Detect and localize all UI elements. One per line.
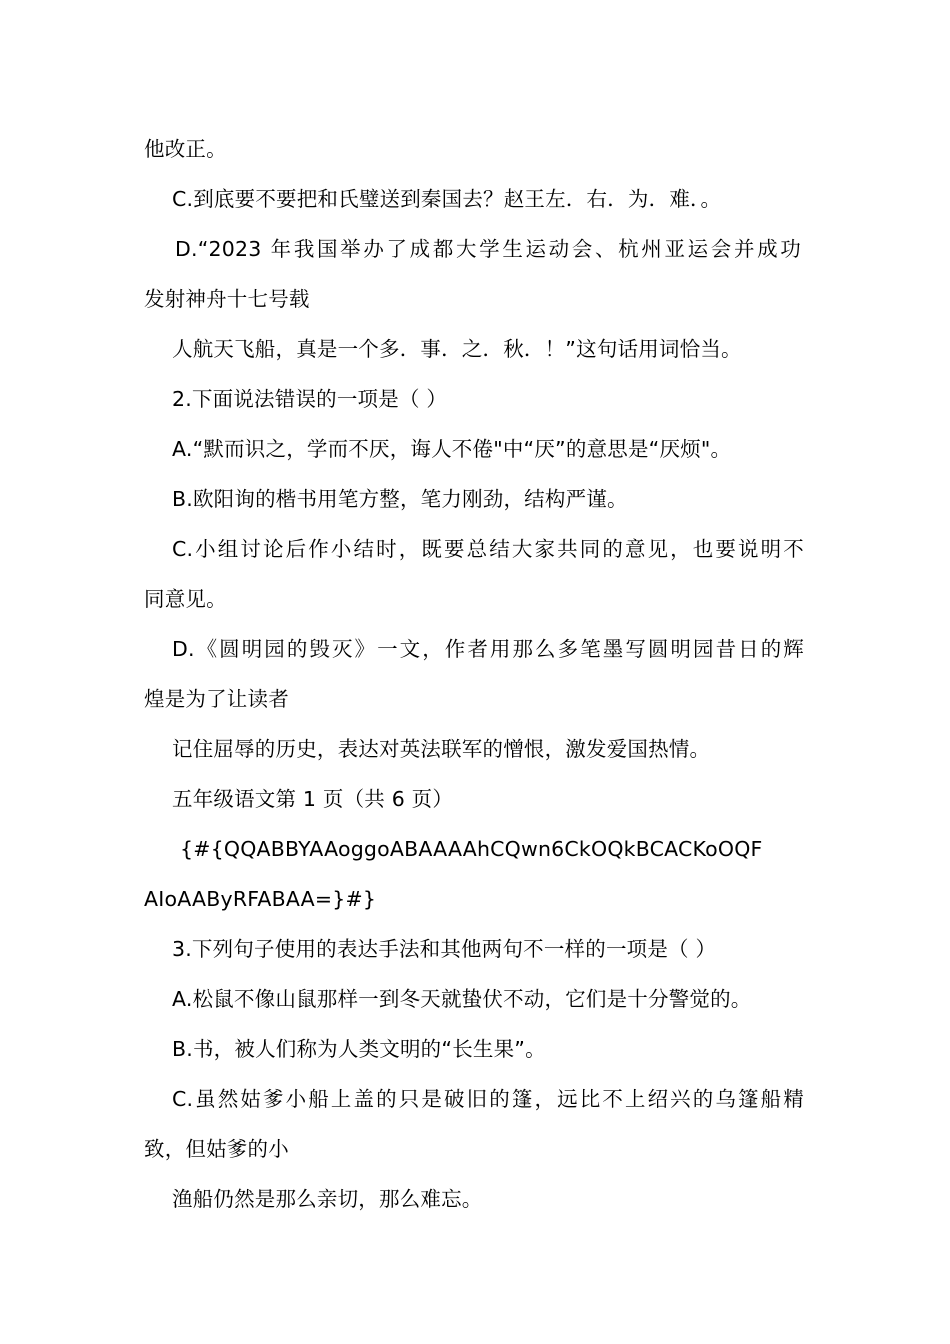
text-line: 同意见。 [144,587,227,611]
option-d-line: D.《圆明园的毁灭》一文，作者用那么多笔墨写圆明园昔日的辉 [172,637,804,661]
option-a-line: A.“默而识之，学而不厌，诲人不倦"中“厌”的意思是“厌烦"。 [172,437,732,461]
page-footer: 五年级语文第 1 页（共 6 页） [172,787,454,811]
text-line: 致，但姑爹的小 [144,1137,289,1161]
option-c-line: C.虽然姑爹小船上盖的只是破旧的篷，远比不上绍兴的乌篷船精 [172,1087,804,1111]
document-code: {#{QQABBYAAoggoABAAAAhCQwn6CkOQkBCACKoOQF [180,837,763,861]
question-2-line: 2.下面说法错误的一项是（ ） [172,387,448,411]
text-line: 渔船仍然是那么亲切，那么难忘。 [172,1187,483,1211]
text-line: 发射神舟十七号载 [144,287,310,311]
option-b-line: B.书，被人们称为人类文明的“长生果”。 [172,1037,546,1061]
text-line: 人航天飞船，真是一个多．事．之．秋．！”这句话用词恰当。 [172,337,742,361]
option-c-line: C.到底要不要把和氏璧送到秦国去？赵王左．右．为．难．。 [172,187,722,211]
text-line: 煌是为了让读者 [144,687,289,711]
text-line: 记住屈辱的历史，表达对英法联军的憎恨，激发爱国热情。 [172,737,711,761]
question-3-line: 3.下列句子使用的表达手法和其他两句不一样的一项是（ ） [172,937,717,961]
option-d-line: D.“2023 年我国举办了成都大学生运动会、杭州亚运会并成功 [175,237,801,261]
option-c-line: C.小组讨论后作小结时，既要总结大家共同的意见，也要说明不 [172,537,804,561]
document-code-continued: AIoAAByRFABAA=}#} [144,887,377,911]
text-line: 他改正。 [144,137,227,161]
option-b-line: B.欧阳询的楷书用笔方整，笔力刚劲，结构严谨。 [172,487,628,511]
option-a-line: A.松鼠不像山鼠那样一到冬天就蛰伏不动，它们是十分警觉的。 [172,987,752,1011]
